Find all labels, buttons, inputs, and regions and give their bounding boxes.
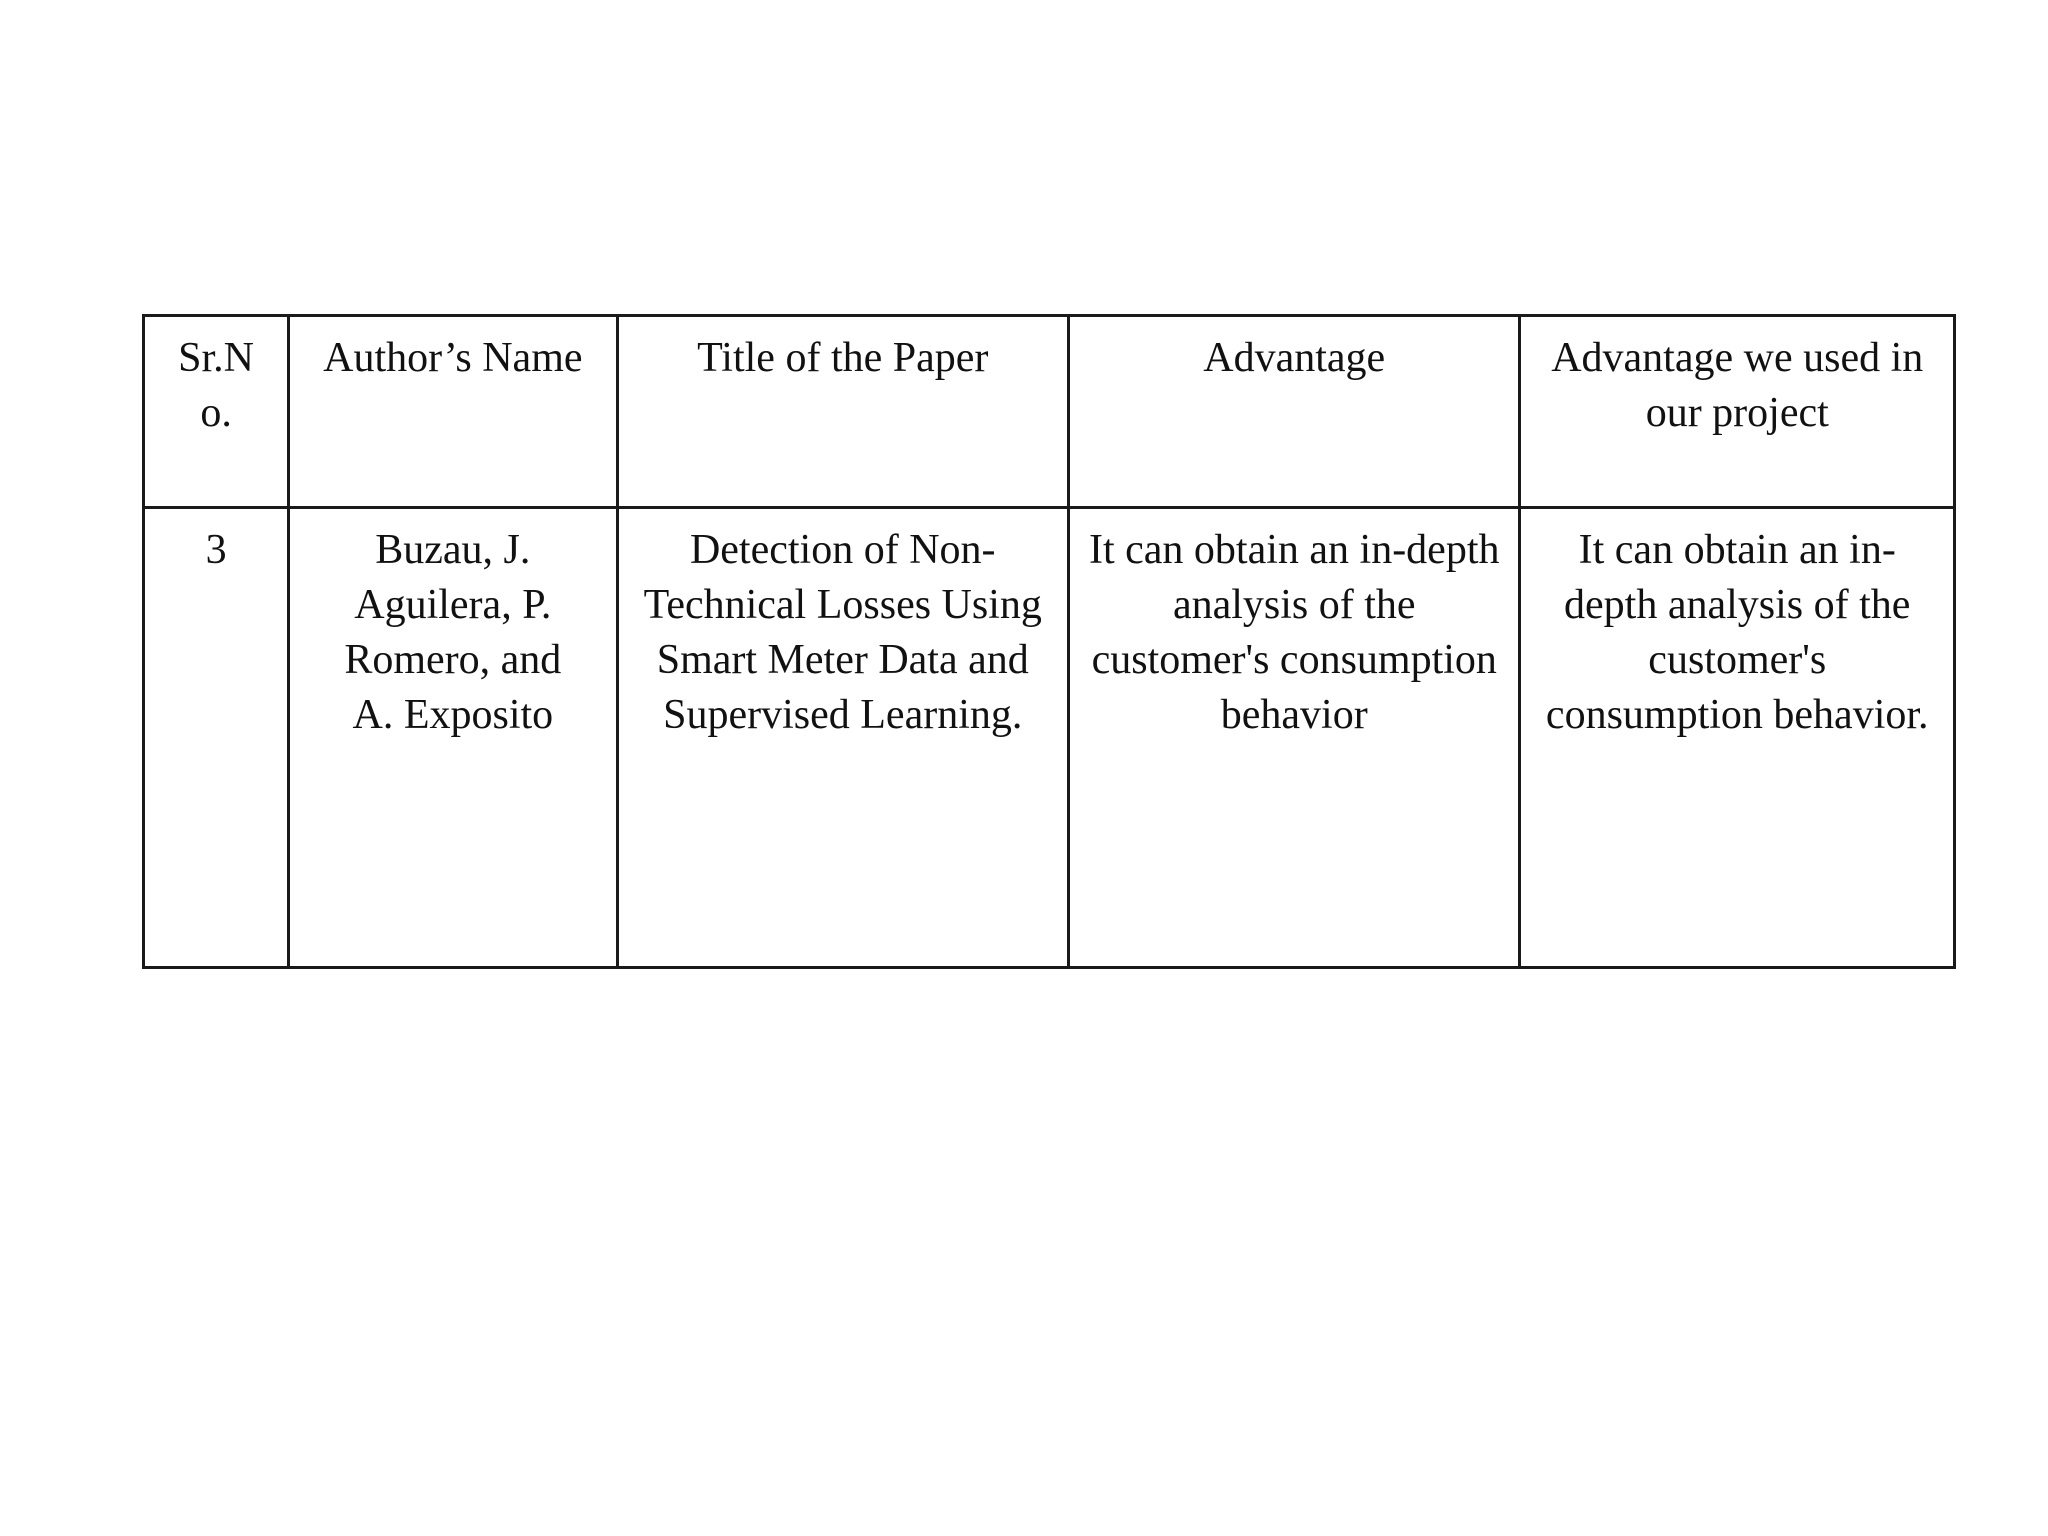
header-advantage-used [1520, 316, 1955, 508]
table-header-row [144, 316, 1955, 508]
cell-paper-title-text: Detection of Non-Technical Losses Using Smart Meter Data and Supervised Learning. [643, 527, 1042, 738]
header-advantage-used-label: Advantage we used in our project [1551, 335, 1924, 436]
cell-author-name-text: Buzau, J. Aguilera, P. Romero, and A. Exposito [344, 527, 562, 738]
cell-advantage [1069, 508, 1520, 968]
header-paper-title-label: Title of the Paper [697, 335, 989, 381]
table-row [144, 508, 1955, 968]
header-sr-no [144, 316, 289, 508]
header-sr-no-label: Sr.No. [178, 335, 254, 436]
cell-paper-title [617, 508, 1068, 968]
header-advantage [1069, 316, 1520, 508]
header-advantage-label: Advantage [1203, 335, 1386, 381]
cell-author-name [289, 508, 617, 968]
header-author-name [289, 316, 617, 508]
header-paper-title [617, 316, 1068, 508]
cell-sr-no [144, 508, 289, 968]
cell-advantage-used-text: It can obtain an in-depth analysis of the customer's consumption behavior. [1545, 527, 1929, 738]
literature-survey-table [142, 314, 1956, 969]
cell-advantage-used [1520, 508, 1955, 968]
cell-advantage-text: It can obtain an in-depth analysis of the customer's consumption behavior [1088, 527, 1500, 738]
header-author-name-label: Author’s Name [323, 335, 583, 381]
cell-sr-no-text: 3 [205, 527, 227, 573]
